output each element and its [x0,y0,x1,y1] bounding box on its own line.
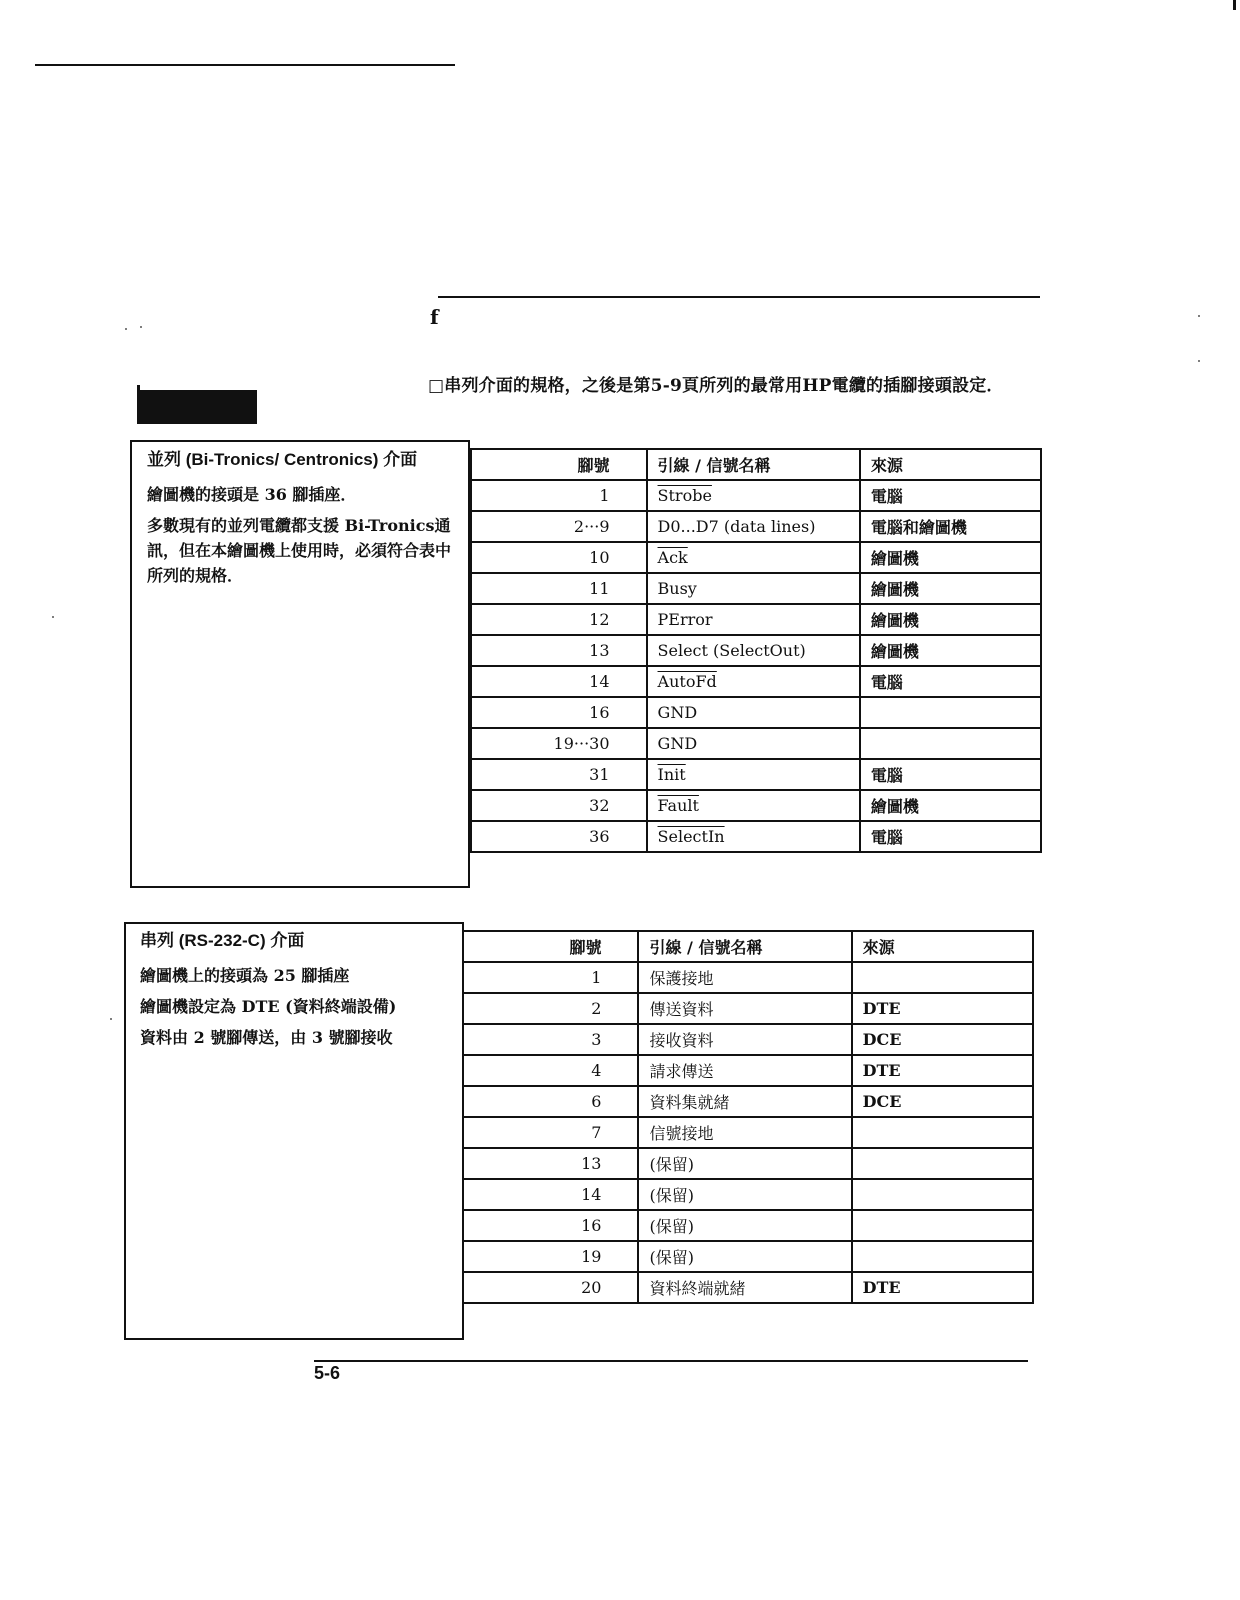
signal-cell [647,480,860,511]
table-row [463,1272,1033,1303]
pin-cell [471,821,647,852]
scan-speck [110,1018,112,1020]
source-cell-text: DCE [862,1030,902,1049]
pin-cell-text: 1 [591,968,602,987]
parallel-title: 並列 (Bi-Tronics/ Centronics) 介面 [147,450,418,469]
source-cell [860,759,1041,790]
pin-cell [471,759,647,790]
table-row [471,728,1041,759]
serial-title: 串列 (RS-232-C) 介面 [140,931,305,950]
source-cell [860,635,1041,666]
signal-cell [638,993,851,1024]
source-cell [852,1241,1033,1272]
table-row [471,480,1041,511]
pin-cell-text: 4 [591,1061,602,1080]
source-cell-text: 繪圖機 [870,611,919,630]
table-row [463,1148,1033,1179]
pin-cell [463,1055,638,1086]
pin-cell-text: 14 [589,672,610,691]
source-cell [860,542,1041,573]
source-cell [852,1117,1033,1148]
source-cell [852,993,1033,1024]
serial-pin-note: 資料由 2 號腳傳送，由 3 號腳接收 [140,1028,393,1047]
signal-cell-text: AutoFd [657,672,717,691]
table-row [471,511,1041,542]
table-header-row [463,931,1033,962]
source-cell-text: 電腦 [870,487,903,506]
signal-cell-text: GND [657,703,698,722]
signal-cell [647,635,860,666]
signal-cell [647,511,860,542]
source-cell-text: 電腦 [870,766,903,785]
pin-cell [471,728,647,759]
header-fragment-glyph: f [430,305,439,329]
serial-pin-table [462,930,1034,1304]
pin-cell [463,1272,638,1303]
parallel-description [147,447,452,594]
table-row [463,1210,1033,1241]
signal-cell [638,1210,851,1241]
pin-cell [471,666,647,697]
pin-cell-text: 32 [589,796,610,815]
table-header-row [471,449,1041,480]
source-cell [860,697,1041,728]
pin-cell [471,697,647,728]
signal-cell-text: 保護接地 [649,969,714,988]
pin-cell [471,635,647,666]
signal-cell [647,542,860,573]
signal-cell [638,1086,851,1117]
signal-cell [647,728,860,759]
source-cell-text: 繪圖機 [870,549,919,568]
pin-cell [463,1210,638,1241]
signal-header: 引線 / 信號名稱 [638,931,851,962]
signal-cell-text: Fault [657,796,699,815]
scan-speck [1198,315,1200,317]
serial-dte-note: 繪圖機設定為 DTE (資料終端設備) [140,997,397,1016]
source-cell-text: DTE [862,999,901,1018]
table-row [463,1086,1033,1117]
pin-cell [471,573,647,604]
pin-cell [471,604,647,635]
source-cell-text: 電腦 [870,673,903,692]
pin-cell-text: 19···30 [553,734,610,753]
table-row [471,573,1041,604]
table-row [463,1117,1033,1148]
source-cell-text: DCE [862,1092,902,1111]
pin-cell-text: 1 [599,486,610,505]
source-cell-text: 繪圖機 [870,580,919,599]
page-edge-mark [1233,0,1236,10]
pin-cell-text: 19 [581,1247,602,1266]
pin-cell-text: 13 [581,1154,602,1173]
table-row [471,604,1041,635]
pin-cell-text: 16 [589,703,610,722]
signal-cell-text: SelectIn [657,827,725,846]
signal-cell [647,790,860,821]
section-tab-marker [137,390,257,424]
pin-cell-text: 6 [591,1092,602,1111]
parallel-cable-note: 多數現有的並列電纜都支援 Bi-Tronics通訊，但在本繪圖機上使用時，必須符合表中所列的規格． [147,516,452,585]
pin-cell-text: 10 [589,548,610,567]
pin-cell [463,1148,638,1179]
pin-cell-text: 13 [589,641,610,660]
source-cell [852,1148,1033,1179]
signal-cell [647,573,860,604]
serial-description [140,928,445,1056]
pin-header: 腳號 [471,449,647,480]
source-cell [852,962,1033,993]
source-cell-text: 電腦和繪圖機 [870,518,967,537]
pin-cell [463,1241,638,1272]
pin-cell-text: 7 [591,1123,602,1142]
pin-cell [463,962,638,993]
table-row [471,790,1041,821]
signal-cell [638,1241,851,1272]
source-cell [860,480,1041,511]
pin-cell [471,511,647,542]
signal-cell-text: 傳送資料 [649,1000,714,1019]
pin-cell-text: 2 [591,999,602,1018]
pin-cell-text: 36 [589,827,610,846]
signal-cell-text: $\overline{Ack}$ [657,548,688,567]
signal-cell [638,1179,851,1210]
source-cell [852,1210,1033,1241]
pin-cell-text: 11 [589,579,610,598]
source-cell [860,604,1041,635]
top-left-rule [35,64,455,66]
pin-cell [463,993,638,1024]
signal-cell [638,1148,851,1179]
source-cell [860,728,1041,759]
signal-cell [647,821,860,852]
source-cell [860,511,1041,542]
table-row [471,635,1041,666]
source-cell-text: DTE [862,1278,901,1297]
source-cell [852,1086,1033,1117]
footer-rule [314,1360,1028,1362]
pin-header: 腳號 [463,931,638,962]
source-cell-text: DTE [862,1061,901,1080]
source-cell [852,1272,1033,1303]
signal-cell-text: (保留) [649,1186,694,1205]
table-row [471,759,1041,790]
pin-cell [463,1117,638,1148]
table-row [463,1024,1033,1055]
signal-cell-text: 資料集就緒 [649,1093,730,1112]
pin-cell-text: 14 [581,1185,602,1204]
signal-cell-text: 信號接地 [649,1124,714,1143]
signal-cell-text: D0...D7 (data lines) [657,517,816,536]
table-row [471,821,1041,852]
source-cell-text: 繪圖機 [870,642,919,661]
pin-cell [463,1024,638,1055]
source-cell-text: 繪圖機 [870,797,919,816]
signal-cell-text: Select (SelectOut) [657,641,806,660]
pin-cell-text: 2···9 [573,517,610,536]
pin-cell [471,790,647,821]
signal-cell [638,1272,851,1303]
signal-cell [638,962,851,993]
source-cell [860,790,1041,821]
signal-cell-text: (保留) [649,1248,694,1267]
table-row [463,993,1033,1024]
table-row [471,542,1041,573]
pin-cell [471,480,647,511]
source-cell-text: 電腦 [870,828,903,847]
signal-cell [647,759,860,790]
table-row [463,962,1033,993]
signal-cell-text: GND [657,734,698,753]
signal-cell-text: Init [657,765,686,784]
table-row [471,666,1041,697]
pin-cell [463,1086,638,1117]
signal-cell-text: 請求傳送 [649,1062,714,1081]
scan-speck [52,616,54,618]
signal-cell [638,1117,851,1148]
pin-cell [471,542,647,573]
source-cell [852,1179,1033,1210]
signal-header: 引線 / 信號名稱 [647,449,860,480]
signal-cell-text: 接收資料 [649,1031,714,1050]
intro-text: □串列介面的規格，之後是第5-9頁所列的最常用HP電纜的插腳接頭設定． [428,376,1004,396]
signal-cell [647,666,860,697]
page-number: 5-6 [314,1363,341,1383]
signal-cell-text: Busy [657,579,697,598]
parallel-pin-table [470,448,1042,853]
parallel-connector-note: 繪圖機的接頭是 36 腳插座． [147,485,357,504]
scan-speck [125,328,127,330]
table-row [463,1055,1033,1086]
section-header-rule [438,296,1040,298]
serial-connector-note: 繪圖機上的接頭為 25 腳插座 [140,966,350,985]
pin-cell-text: 12 [589,610,610,629]
signal-cell-text: (保留) [649,1155,694,1174]
pin-cell [463,1179,638,1210]
source-header: 來源 [860,449,1041,480]
source-cell [860,666,1041,697]
pin-cell-text: 16 [581,1216,602,1235]
signal-cell-text: 資料終端就緒 [649,1279,746,1298]
signal-cell [647,697,860,728]
scan-speck [1198,360,1200,362]
signal-cell-text: PError [657,610,713,629]
table-row [463,1179,1033,1210]
signal-cell-text: (保留) [649,1217,694,1236]
scan-speck [140,326,142,328]
signal-cell-text: Strobe [657,486,712,505]
source-cell [852,1024,1033,1055]
source-cell [852,1055,1033,1086]
table-row [471,697,1041,728]
table-row [463,1241,1033,1272]
pin-cell-text: 20 [581,1278,602,1297]
pin-cell-text: 31 [589,765,610,784]
signal-cell [638,1055,851,1086]
pin-cell-text: 3 [591,1030,602,1049]
source-cell [860,573,1041,604]
source-header: 來源 [852,931,1033,962]
source-cell [860,821,1041,852]
signal-cell [647,604,860,635]
signal-cell [638,1024,851,1055]
